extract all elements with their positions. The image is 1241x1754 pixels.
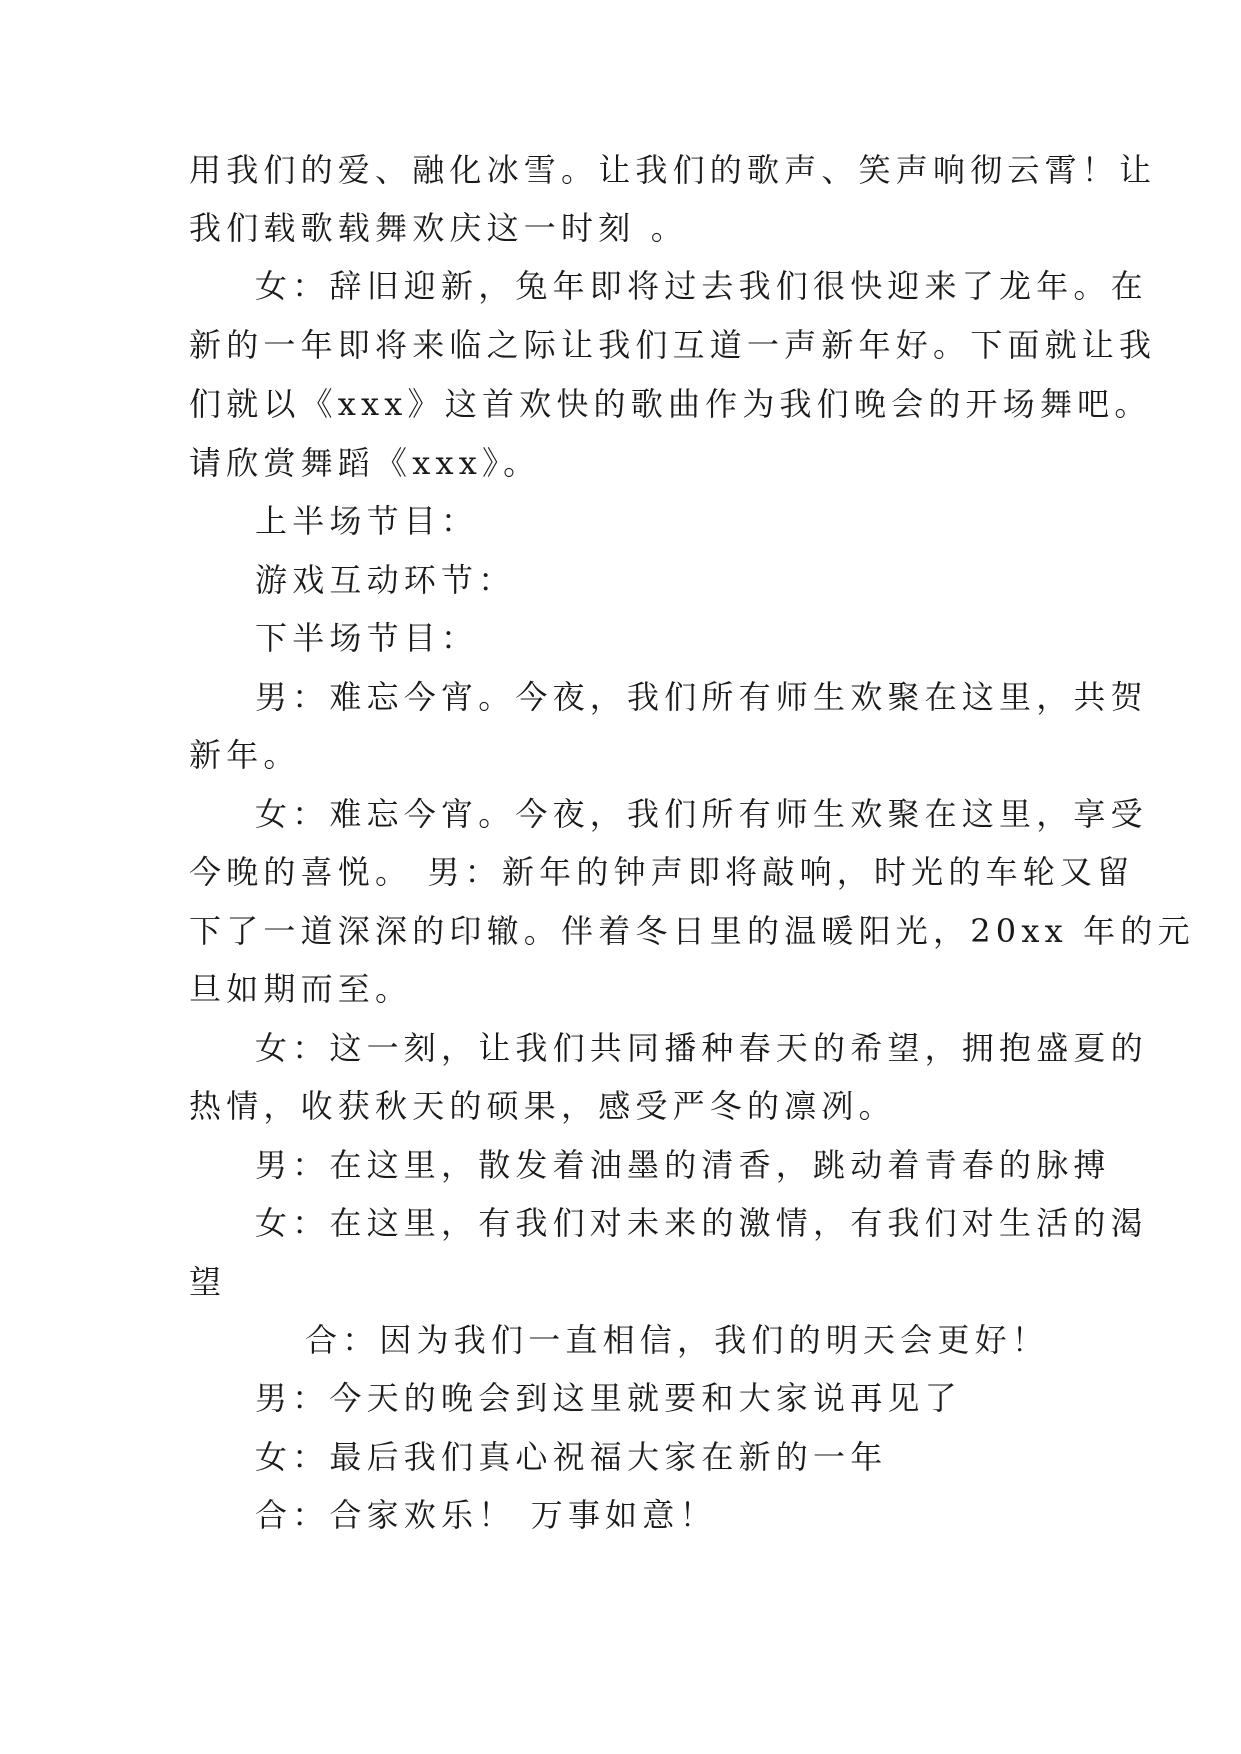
text-line: 男：今天的晚会到这里就要和大家说再见了: [255, 1379, 962, 1417]
text-line: 请欣赏舞蹈《xxx》。: [189, 444, 541, 482]
text-line: 今晚的喜悦。 男：新年的钟声即将敲响，时光的车轮又留: [189, 853, 1135, 891]
text-line: 女：难忘今宵。今夜，我们所有师生欢聚在这里，享受: [255, 795, 1148, 833]
text-line: 合：因为我们一直相信，我们的明天会更好！: [305, 1321, 1050, 1359]
text-line: 新的一年即将来临之际让我们互道一声新年好。下面就让我: [189, 326, 1157, 364]
text-line: 游戏互动环节：: [255, 561, 516, 599]
text-line: 女：在这里，有我们对未来的激情，有我们对生活的渴: [255, 1204, 1148, 1242]
text-line: 热情，收获秋天的硕果，感受严冬的凛冽。: [189, 1087, 896, 1125]
text-line: 们就以《xxx》这首欢快的歌曲作为我们晚会的开场舞吧。: [189, 385, 1152, 423]
text-line: 女：最后我们真心祝福大家在新的一年: [255, 1438, 888, 1476]
text-line: 男：在这里，散发着油墨的清香，跳动着青春的脉搏: [255, 1146, 1111, 1184]
text-line: 新年。: [189, 736, 301, 774]
text-line: 女：这一刻，让我们共同播种春天的希望，拥抱盛夏的: [255, 1029, 1148, 1067]
text-line: 下了一道深深的印辙。伴着冬日里的温暖阳光，20xx 年的元: [189, 912, 1195, 950]
text-line: 用我们的爱、融化冰雪。让我们的歌声、笑声响彻云霄！让: [189, 151, 1157, 189]
text-line: 下半场节目：: [255, 619, 479, 657]
text-line: 望: [189, 1263, 227, 1301]
text-line: 上半场节目：: [255, 502, 479, 540]
text-line: 合：合家欢乐！ 万事如意！: [255, 1496, 717, 1534]
text-line: 女：辞旧迎新，兔年即将过去我们很快迎来了龙年。在: [255, 267, 1148, 305]
text-line: 旦如期而至。: [189, 970, 413, 1008]
text-line: 男：难忘今宵。今夜，我们所有师生欢聚在这里，共贺: [255, 678, 1148, 716]
text-line: 我们载歌载舞欢庆这一时刻 。: [189, 209, 688, 247]
